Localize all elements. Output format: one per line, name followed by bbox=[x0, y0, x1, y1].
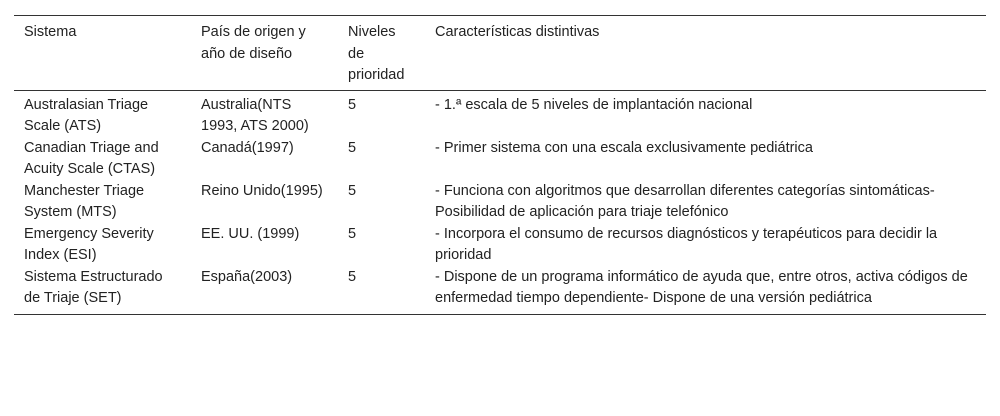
cell-levels: 5 bbox=[348, 182, 357, 199]
table-header bbox=[14, 16, 986, 91]
cell-system: Australasian Triage Scale (ATS) bbox=[24, 96, 149, 134]
cell-levels: 5 bbox=[348, 96, 357, 113]
header-origin: País de origen y año de diseño bbox=[201, 24, 306, 62]
header-features: Características distintivas bbox=[435, 24, 600, 40]
table-row bbox=[14, 90, 986, 138]
cell-system: Emergency Severity Index (ESI) bbox=[24, 225, 154, 263]
table-body bbox=[14, 90, 986, 314]
table-row bbox=[14, 181, 986, 224]
cell-features: - Dispone de un programa informático de ayuda que, entre otros, activa códigos de enfermedad tiempo dependiente- Dispone de una versión pediátrica bbox=[435, 268, 968, 306]
cell-system: Canadian Triage and Acuity Scale (CTAS) bbox=[24, 139, 159, 177]
cell-features: - 1.ª escala de 5 niveles de implantación nacional bbox=[435, 96, 753, 113]
cell-system: Sistema Estructurado de Triaje (SET) bbox=[24, 268, 163, 306]
cell-features: - Incorpora el consumo de recursos diagnósticos y terapéuticos para decidir la prioridad bbox=[435, 225, 938, 263]
cell-features: - Funciona con algoritmos que desarrollan diferentes categorías sintomáticas- Posibilidad de aplicación para triaje telefónico bbox=[435, 182, 935, 220]
cell-system: Manchester Triage System (MTS) bbox=[24, 182, 145, 220]
cell-levels: 5 bbox=[348, 268, 357, 285]
cell-levels: 5 bbox=[348, 225, 357, 242]
header-system: Sistema bbox=[24, 24, 77, 40]
cell-features: - Primer sistema con una escala exclusivamente pediátrica bbox=[435, 139, 813, 156]
table-row bbox=[14, 267, 986, 315]
triage-systems-table bbox=[14, 15, 986, 315]
cell-origin: Canadá(1997) bbox=[201, 139, 294, 156]
cell-origin: Reino Unido(1995) bbox=[201, 182, 323, 199]
table-row bbox=[14, 138, 986, 181]
cell-origin: EE. UU. (1999) bbox=[201, 225, 300, 242]
cell-origin: Australia(NTS 1993, ATS 2000) bbox=[201, 96, 309, 134]
cell-origin: España(2003) bbox=[201, 268, 293, 285]
cell-levels: 5 bbox=[348, 139, 357, 156]
table-row bbox=[14, 224, 986, 267]
header-levels: Niveles de prioridad bbox=[348, 24, 405, 83]
triage-systems-table-wrapper bbox=[14, 15, 986, 315]
header-row bbox=[14, 16, 986, 91]
